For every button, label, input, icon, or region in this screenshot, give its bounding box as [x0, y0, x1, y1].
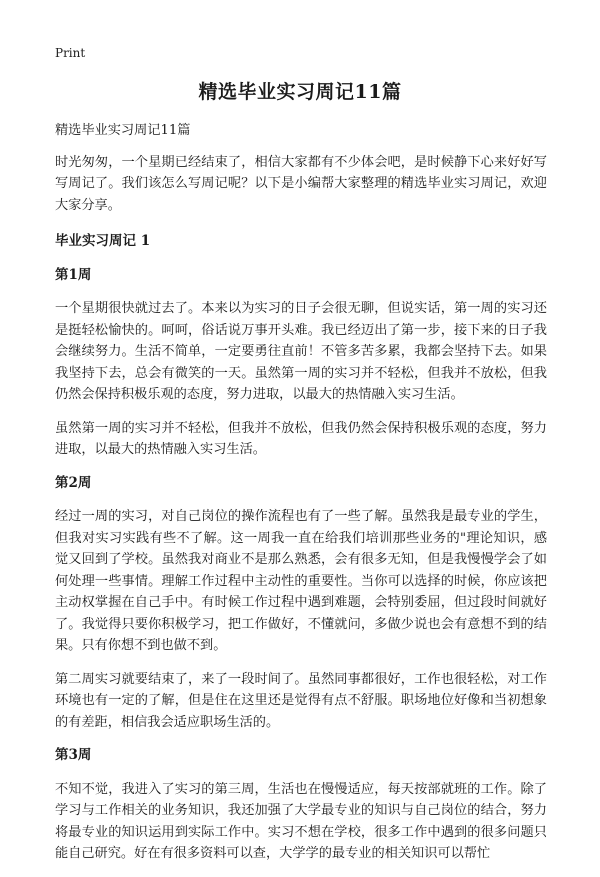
week-2-paragraph-1: 经过一周的实习，对自己岗位的操作流程也有了一些了解。虽然我是最专业的学生，但我对实习实践有些不了解。这一周我一直在给我们培训那些业务的"理论知识，感觉又回到了学校。虽然我对商业不是那么熟悉，会有很多无知，但是我慢慢学会了如何处理一些事情。理解工作过程中主动性的重要性。当你可以选择的时候，你应该把主动权掌握在自己手中。有时候工作过程中遇到难题，会特别委屈，但过段时间就好了。我觉得只要你积极学习，把工作做好，不懂就问，多做少说也会有意想不到的结果。只有你想不到也做不到。	[55, 509, 547, 653]
week-2-paragraph-2: 第二周实习就要结束了，来了一段时间了。虽然同事都很好，工作也很轻松，对工作环境也有一定的了解，但是住在这里还是觉得有点不舒服。职场地位好像和当初想象的有差距，相信我会适应职场生活的。	[55, 671, 547, 730]
week-1-paragraph-2: 虽然第一周的实习并不轻松，但我并不放松，但我仍然会保持积极乐观的态度，努力进取，以最大的热情融入实习生活。	[55, 420, 547, 457]
week-1-paragraph-1: 一个星期很快就过去了。本来以为实习的日子会很无聊，但说实话，第一周的实习还是挺轻松愉快的。呵呵，俗话说万事开头难。我已经迈出了第一步，接下来的日子我会继续努力。生活不简单，一定要勇往直前！不管多苦多累，我都会坚持下去。如果我坚持下去，总会有微笑的一天。虽然第一周的实习并不轻松，但我并不放松，但我仍然会保持积极乐观的态度，努力进取，以最大的热情融入实习生活。	[55, 301, 547, 402]
week-2-heading: 第2周	[55, 474, 92, 491]
week-3-heading: 第3周	[55, 747, 92, 763]
intro-paragraph: 时光匆匆，一个星期已经结束了，相信大家都有不少体会吧，是时候静下心来好好写写周记了。我们该怎么写周记呢？以下是小编帮大家整理的精选毕业实习周记，欢迎大家分享。	[55, 154, 547, 213]
section-heading: 毕业实习周记 1	[55, 233, 151, 249]
week-3-paragraph-1: 不知不觉，我进入了实习的第三周，生活也在慢慢适应，每天按部就班的工作。除了学习与工作相关的业务知识，我还加强了大学最专业的知识与自己岗位的结合，努力将最专业的知识运用到实际工作中。实习不想在学校，很多工作中遇到的很多问题只能自己研究。好在有很多资料可以查，大学学的最专业的相关知识可以帮忙	[55, 781, 547, 861]
article-subtitle: 精选毕业实习周记11篇	[55, 123, 191, 138]
article-body	[55, 120, 547, 877]
page-title: 精选毕业实习周记11篇	[198, 81, 402, 103]
week-1-heading: 第1周	[55, 266, 92, 283]
print-link[interactable]: Print	[55, 46, 86, 60]
